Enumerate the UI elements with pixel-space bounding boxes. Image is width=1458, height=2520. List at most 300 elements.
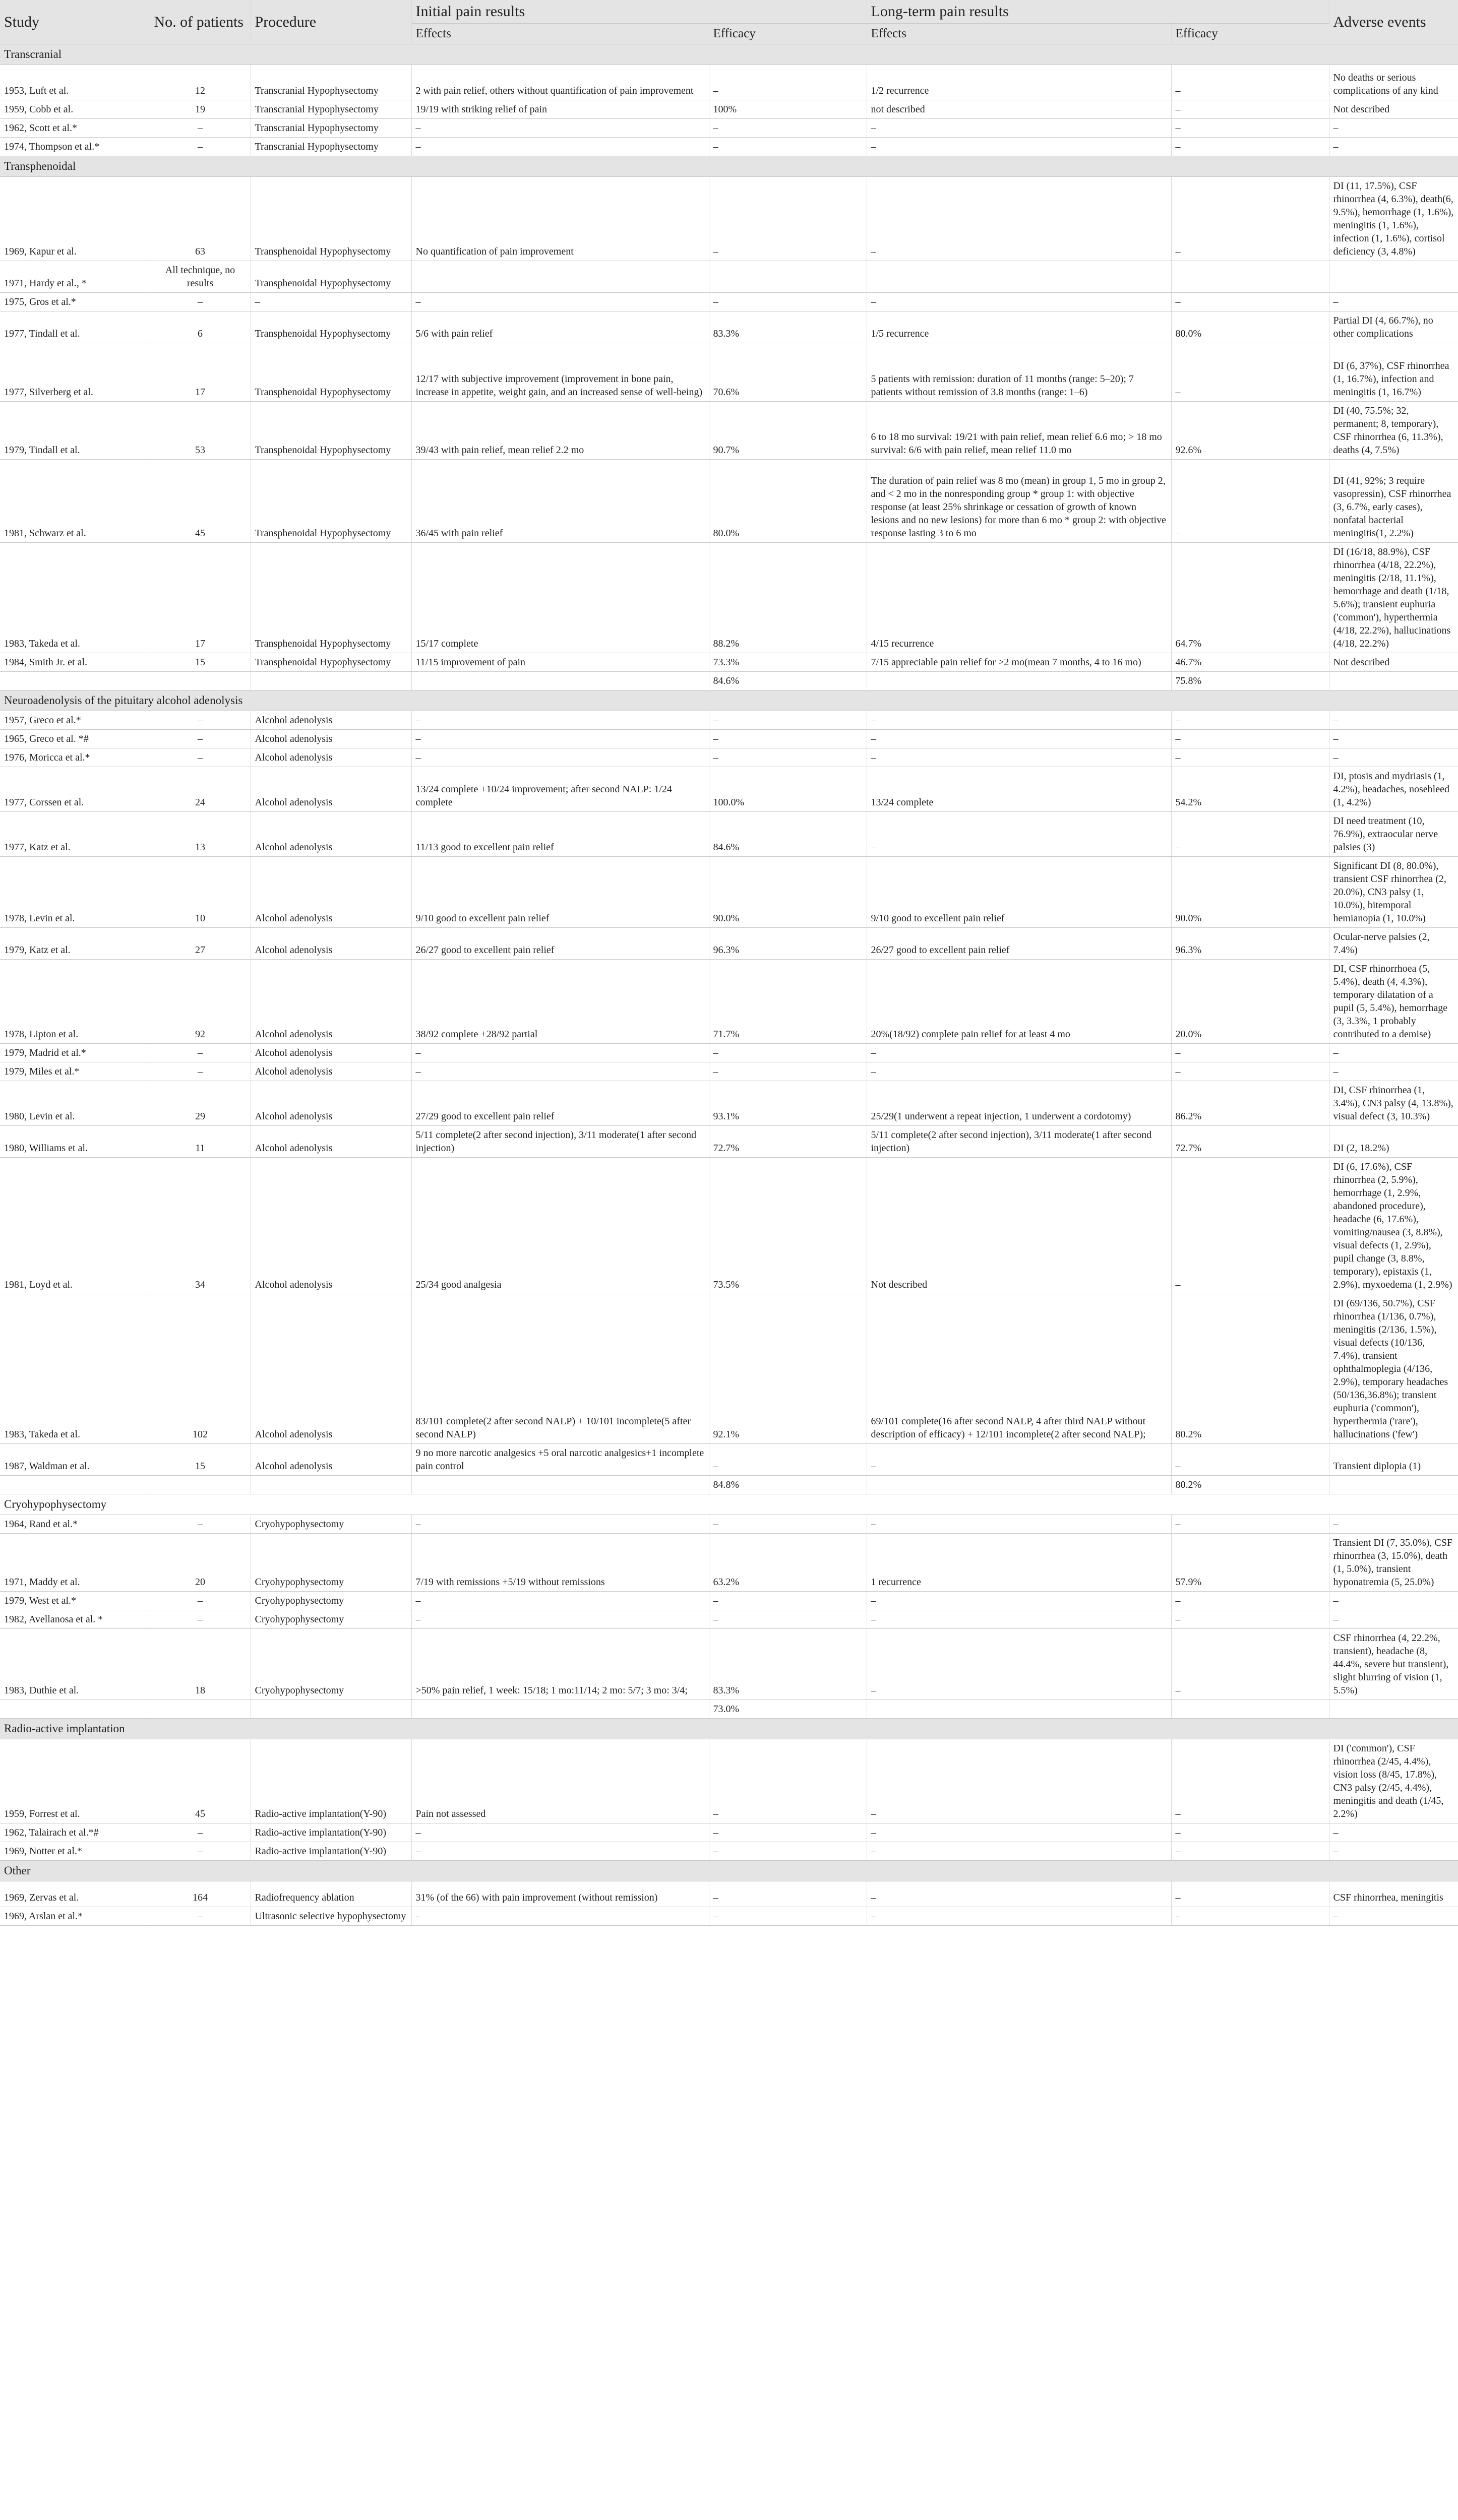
cell-long-term-efficacy: – — [1171, 1881, 1329, 1907]
cell-long-term-effects: Not described — [867, 1158, 1171, 1294]
cell-initial-efficacy: 73.3% — [709, 653, 867, 672]
header-adverse-events: Adverse events — [1329, 0, 1458, 44]
cell-initial-effects: – — [411, 711, 709, 730]
cell-long-term-effects: The duration of pain relief was 8 mo (mean) in group 1, 5 mo in group 2, and < 2 mo in the nonresponding group * group 1: with objective response (at least 25% shrinkage or cessation of growth of known lesions and no new lesions) for more than 6 mo * group 2: with objective response lasting 3 to 6 mo — [867, 460, 1171, 543]
summary-empty-cell — [411, 1476, 709, 1494]
cell-adverse-events: DI (2, 18.2%) — [1329, 1126, 1458, 1158]
cell-initial-efficacy: 71.7% — [709, 960, 867, 1044]
cell-patients: 27 — [150, 928, 251, 960]
cell-initial-effects: – — [411, 119, 709, 138]
table-row — [0, 100, 1458, 119]
cell-procedure: Cryohypophysectomy — [251, 1515, 411, 1534]
cell-long-term-effects: – — [867, 812, 1171, 857]
section-title: Cryohypophysectomy — [0, 1494, 1458, 1515]
table-row — [0, 1881, 1458, 1907]
cell-initial-effects: 11/13 good to excellent pain relief — [411, 812, 709, 857]
cell-adverse-events: – — [1329, 730, 1458, 748]
cell-patients: – — [150, 293, 251, 311]
cell-initial-effects: 27/29 good to excellent pain relief — [411, 1081, 709, 1126]
table-row — [0, 402, 1458, 460]
cell-initial-efficacy: 92.1% — [709, 1294, 867, 1444]
cell-patients: – — [150, 1907, 251, 1926]
cell-study: 1978, Lipton et al. — [0, 960, 150, 1044]
cell-long-term-effects: – — [867, 1515, 1171, 1534]
cell-long-term-efficacy: – — [1171, 1592, 1329, 1610]
summary-initial-efficacy: 73.0% — [709, 1700, 867, 1719]
summary-empty-cell — [411, 1700, 709, 1719]
cell-study: 1977, Corssen et al. — [0, 767, 150, 812]
cell-long-term-effects: – — [867, 1842, 1171, 1861]
cell-patients: 11 — [150, 1126, 251, 1158]
cell-long-term-effects: – — [867, 1044, 1171, 1062]
cell-patients: – — [150, 1842, 251, 1861]
cell-patients: 15 — [150, 653, 251, 672]
cell-study: 1957, Greco et al.* — [0, 711, 150, 730]
table-row — [0, 1534, 1458, 1592]
table-row — [0, 1629, 1458, 1700]
cell-adverse-events: – — [1329, 711, 1458, 730]
cell-initial-effects: – — [411, 1592, 709, 1610]
cell-adverse-events: Not described — [1329, 100, 1458, 119]
cell-adverse-events: CSF rhinorrhea (4, 22.2%, transient), headache (8, 44.4%, severe but transient), slight blurring of vision (1, 5.5%) — [1329, 1629, 1458, 1700]
cell-initial-efficacy: – — [709, 730, 867, 748]
cell-patients: – — [150, 138, 251, 156]
table-row — [0, 343, 1458, 402]
cell-long-term-effects: 5/11 complete(2 after second injection), 3/11 moderate(1 after second injection) — [867, 1126, 1171, 1158]
cell-long-term-efficacy: – — [1171, 1158, 1329, 1294]
cell-initial-efficacy: – — [709, 1842, 867, 1861]
cell-patients: – — [150, 711, 251, 730]
cell-study: 1982, Avellanosa et al. * — [0, 1610, 150, 1629]
cell-long-term-effects: 1 recurrence — [867, 1534, 1171, 1592]
table-row — [0, 138, 1458, 156]
cell-initial-efficacy: – — [709, 65, 867, 100]
cell-long-term-effects: 1/5 recurrence — [867, 311, 1171, 343]
cell-long-term-effects: – — [867, 119, 1171, 138]
cell-patients: – — [150, 1515, 251, 1534]
cell-study: 1977, Tindall et al. — [0, 311, 150, 343]
cell-initial-efficacy: 83.3% — [709, 1629, 867, 1700]
cell-study: 1983, Duthie et al. — [0, 1629, 150, 1700]
cell-adverse-events: DI, CSF rhinorrhea (1, 3.4%), CN3 palsy (4, 13.8%), visual defect (3, 10.3%) — [1329, 1081, 1458, 1126]
cell-initial-efficacy: – — [709, 293, 867, 311]
cell-long-term-efficacy: – — [1171, 1610, 1329, 1629]
table-row — [0, 261, 1458, 293]
cell-study: 1979, Madrid et al.* — [0, 1044, 150, 1062]
cell-initial-efficacy: – — [709, 1515, 867, 1534]
summary-long-term-efficacy — [1171, 1700, 1329, 1719]
cell-initial-effects: 15/17 complete — [411, 543, 709, 653]
cell-procedure: Transphenoidal Hypophysectomy — [251, 460, 411, 543]
summary-empty-cell — [867, 672, 1171, 690]
table-row — [0, 1823, 1458, 1842]
cell-adverse-events: – — [1329, 1062, 1458, 1081]
table-row — [0, 119, 1458, 138]
cell-initial-effects: – — [411, 1515, 709, 1534]
cell-patients: 29 — [150, 1081, 251, 1126]
cell-initial-effects: 25/34 good analgesia — [411, 1158, 709, 1294]
cell-long-term-efficacy: – — [1171, 177, 1329, 261]
table-row — [0, 460, 1458, 543]
cell-initial-effects: 2 with pain relief, others without quantification of pain improvement — [411, 65, 709, 100]
cell-adverse-events: DI (40, 75.5%; 32, permanent; 8, temporary), CSF rhinorrhea (6, 11.3%), deaths (4, 7.5%) — [1329, 402, 1458, 460]
cell-initial-effects: 13/24 complete +10/24 improvement; after second NALP: 1/24 complete — [411, 767, 709, 812]
cell-study: 1984, Smith Jr. et al. — [0, 653, 150, 672]
cell-patients: – — [150, 1062, 251, 1081]
cell-patients: 15 — [150, 1444, 251, 1476]
cell-initial-effects: 38/92 complete +28/92 partial — [411, 960, 709, 1044]
cell-study: 1962, Talairach et al.*# — [0, 1823, 150, 1842]
cell-study: 1977, Silverberg et al. — [0, 343, 150, 402]
cell-procedure: Radio-active implantation(Y-90) — [251, 1739, 411, 1823]
cell-initial-efficacy: 100% — [709, 100, 867, 119]
cell-initial-efficacy: 80.0% — [709, 460, 867, 543]
cell-procedure: Alcohol adenolysis — [251, 1044, 411, 1062]
cell-initial-efficacy: – — [709, 711, 867, 730]
cell-initial-effects: 31% (of the 66) with pain improvement (without remission) — [411, 1881, 709, 1907]
cell-long-term-efficacy: – — [1171, 1907, 1329, 1926]
cell-long-term-efficacy: 80.0% — [1171, 311, 1329, 343]
cell-procedure: Transphenoidal Hypophysectomy — [251, 311, 411, 343]
cell-initial-effects: – — [411, 261, 709, 293]
cell-study: 1975, Gros et al.* — [0, 293, 150, 311]
cell-procedure: Transphenoidal Hypophysectomy — [251, 261, 411, 293]
cell-adverse-events: – — [1329, 261, 1458, 293]
cell-initial-effects: 19/19 with striking relief of pain — [411, 100, 709, 119]
cell-procedure: Transcranial Hypophysectomy — [251, 119, 411, 138]
cell-initial-efficacy: 72.7% — [709, 1126, 867, 1158]
cell-initial-effects: 12/17 with subjective improvement (improvement in bone pain, increase in appetite, weight gain, and an increased sense of well-being) — [411, 343, 709, 402]
summary-empty-cell — [1329, 1476, 1458, 1494]
summary-row — [0, 1476, 1458, 1494]
cell-procedure: Alcohol adenolysis — [251, 767, 411, 812]
table-row — [0, 928, 1458, 960]
cell-long-term-effects: – — [867, 1444, 1171, 1476]
section-header-row — [0, 1494, 1458, 1515]
cell-adverse-events: DI (6, 37%), CSF rhinorrhea (1, 16.7%), infection and meningitis (1, 16.7%) — [1329, 343, 1458, 402]
section-header-row — [0, 156, 1458, 177]
cell-adverse-events: Transient DI (7, 35.0%), CSF rhinorrhea (3, 15.0%), death (1, 5.0%), transient hyponatremia (5, 25.0%) — [1329, 1534, 1458, 1592]
cell-initial-effects: 26/27 good to excellent pain relief — [411, 928, 709, 960]
cell-initial-effects: – — [411, 1062, 709, 1081]
table-row — [0, 857, 1458, 928]
header-long-term-efficacy: Efficacy — [1171, 24, 1329, 44]
cell-adverse-events: DI (16/18, 88.9%), CSF rhinorrhea (4/18, 22.2%), meningitis (2/18, 11.1%), hemorrhage and death (1/18, 5.6%); transient euphuria ('common'), hyperthermia (4/18, 22.2%), hallucinations (4/18, 22.2%) — [1329, 543, 1458, 653]
cell-patients: 13 — [150, 812, 251, 857]
cell-long-term-efficacy: – — [1171, 730, 1329, 748]
cell-patients: 34 — [150, 1158, 251, 1294]
cell-initial-efficacy: – — [709, 748, 867, 767]
cell-initial-effects: – — [411, 1823, 709, 1842]
section-header-row — [0, 44, 1458, 65]
table-row — [0, 960, 1458, 1044]
cell-long-term-effects: 7/15 appreciable pain relief for >2 mo(mean 7 months, 4 to 16 mo) — [867, 653, 1171, 672]
cell-long-term-efficacy: – — [1171, 1842, 1329, 1861]
cell-long-term-effects: 25/29(1 underwent a repeat injection, 1 underwent a cordotomy) — [867, 1081, 1171, 1126]
header-long-term-pain-results: Long-term pain results — [867, 0, 1329, 24]
cell-long-term-effects: – — [867, 1823, 1171, 1842]
cell-study: 1971, Maddy et al. — [0, 1534, 150, 1592]
cell-long-term-effects: 1/2 recurrence — [867, 65, 1171, 100]
cell-adverse-events: No deaths or serious complications of any kind — [1329, 65, 1458, 100]
table-row — [0, 293, 1458, 311]
cell-procedure: Cryohypophysectomy — [251, 1629, 411, 1700]
cell-long-term-efficacy: 64.7% — [1171, 543, 1329, 653]
cell-study: 1987, Waldman et al. — [0, 1444, 150, 1476]
header-patients: No. of patients — [150, 0, 251, 44]
table-row — [0, 711, 1458, 730]
cell-study: 1976, Moricca et al.* — [0, 748, 150, 767]
cell-adverse-events: DI (41, 92%; 3 require vasopressin), CSF rhinorrhea (3, 6.7%, early cases), nonfatal bacterial meningitis(1, 2.2%) — [1329, 460, 1458, 543]
cell-initial-effects: 5/6 with pain relief — [411, 311, 709, 343]
cell-patients: – — [150, 1610, 251, 1629]
summary-empty-cell — [150, 672, 251, 690]
cell-procedure: Cryohypophysectomy — [251, 1592, 411, 1610]
cell-initial-effects: 11/15 improvement of pain — [411, 653, 709, 672]
cell-procedure: Transphenoidal Hypophysectomy — [251, 343, 411, 402]
table-row — [0, 65, 1458, 100]
cell-adverse-events: – — [1329, 1823, 1458, 1842]
cell-long-term-efficacy: 92.6% — [1171, 402, 1329, 460]
table-row — [0, 1907, 1458, 1926]
cell-adverse-events: Significant DI (8, 80.0%), transient CSF rhinorrhea (2, 20.0%), CN3 palsy (1, 10.0%), bitemporal hemianopia (1, 10.0%) — [1329, 857, 1458, 928]
cell-long-term-efficacy: – — [1171, 1044, 1329, 1062]
cell-procedure: – — [251, 293, 411, 311]
summary-empty-cell — [150, 1476, 251, 1494]
cell-patients: – — [150, 119, 251, 138]
cell-adverse-events: – — [1329, 119, 1458, 138]
cell-procedure: Alcohol adenolysis — [251, 1062, 411, 1081]
section-title: Transphenoidal — [0, 156, 1458, 177]
cell-long-term-efficacy: 54.2% — [1171, 767, 1329, 812]
cell-study: 1953, Luft et al. — [0, 65, 150, 100]
table-row — [0, 1126, 1458, 1158]
table-row — [0, 1062, 1458, 1081]
cell-long-term-effects: 26/27 good to excellent pain relief — [867, 928, 1171, 960]
cell-procedure: Alcohol adenolysis — [251, 928, 411, 960]
cell-study: 1969, Arslan et al.* — [0, 1907, 150, 1926]
cell-initial-effects: 39/43 with pain relief, mean relief 2.2 mo — [411, 402, 709, 460]
cell-long-term-efficacy: – — [1171, 119, 1329, 138]
cell-initial-efficacy: – — [709, 1592, 867, 1610]
summary-empty-cell — [0, 1476, 150, 1494]
cell-long-term-effects: – — [867, 1062, 1171, 1081]
cell-study: 1969, Notter et al.* — [0, 1842, 150, 1861]
cell-initial-effects: – — [411, 748, 709, 767]
cell-long-term-effects: 4/15 recurrence — [867, 543, 1171, 653]
table-row — [0, 1592, 1458, 1610]
cell-procedure: Alcohol adenolysis — [251, 730, 411, 748]
cell-initial-efficacy: 90.7% — [709, 402, 867, 460]
cell-initial-efficacy: – — [709, 138, 867, 156]
cell-study: 1962, Scott et al.* — [0, 119, 150, 138]
cell-patients: 24 — [150, 767, 251, 812]
cell-patients: 17 — [150, 343, 251, 402]
cell-initial-efficacy: – — [709, 1823, 867, 1842]
cell-adverse-events: – — [1329, 293, 1458, 311]
cell-initial-effects: – — [411, 293, 709, 311]
cell-study: 1965, Greco et al. *# — [0, 730, 150, 748]
cell-initial-effects: – — [411, 1907, 709, 1926]
cell-patients: 164 — [150, 1881, 251, 1907]
summary-empty-cell — [867, 1476, 1171, 1494]
cell-patients: – — [150, 1592, 251, 1610]
cell-procedure: Radio-active implantation(Y-90) — [251, 1823, 411, 1842]
cell-adverse-events: DI, ptosis and mydriasis (1, 4.2%), headaches, nosebleed (1, 4.2%) — [1329, 767, 1458, 812]
cell-initial-efficacy: 84.6% — [709, 812, 867, 857]
cell-study: 1969, Zervas et al. — [0, 1881, 150, 1907]
cell-patients: 45 — [150, 1739, 251, 1823]
section-title: Transcranial — [0, 44, 1458, 65]
cell-adverse-events: – — [1329, 1515, 1458, 1534]
cell-adverse-events: Partial DI (4, 66.7%), no other complications — [1329, 311, 1458, 343]
cell-procedure: Transphenoidal Hypophysectomy — [251, 402, 411, 460]
section-header-row — [0, 1719, 1458, 1739]
summary-empty-cell — [251, 1476, 411, 1494]
summary-empty-cell — [411, 672, 709, 690]
section-title: Neuroadenolysis of the pituitary alcohol adenolysis — [0, 690, 1458, 711]
cell-initial-efficacy: – — [709, 1881, 867, 1907]
cell-patients: 20 — [150, 1534, 251, 1592]
header-initial-effects: Effects — [411, 24, 709, 44]
cell-long-term-efficacy: 96.3% — [1171, 928, 1329, 960]
cell-patients: 12 — [150, 65, 251, 100]
cell-adverse-events: – — [1329, 1044, 1458, 1062]
cell-initial-effects: – — [411, 138, 709, 156]
summary-empty-cell — [0, 672, 150, 690]
cell-procedure: Alcohol adenolysis — [251, 711, 411, 730]
cell-initial-efficacy: 70.6% — [709, 343, 867, 402]
cell-initial-effects: 5/11 complete(2 after second injection), 3/11 moderate(1 after second injection) — [411, 1126, 709, 1158]
cell-long-term-efficacy: 86.2% — [1171, 1081, 1329, 1126]
cell-adverse-events: – — [1329, 1907, 1458, 1926]
cell-procedure: Alcohol adenolysis — [251, 748, 411, 767]
table-row — [0, 653, 1458, 672]
cell-long-term-effects: not described — [867, 100, 1171, 119]
cell-long-term-efficacy: 57.9% — [1171, 1534, 1329, 1592]
cell-initial-efficacy: – — [709, 177, 867, 261]
cell-initial-efficacy: 100.0% — [709, 767, 867, 812]
cell-adverse-events: Ocular-nerve palsies (2, 7.4%) — [1329, 928, 1458, 960]
cell-initial-effects: >50% pain relief, 1 week: 15/18; 1 mo:11/14; 2 mo: 5/7; 3 mo: 3/4; — [411, 1629, 709, 1700]
header-long-term-effects: Effects — [867, 24, 1171, 44]
cell-procedure: Transcranial Hypophysectomy — [251, 138, 411, 156]
cell-procedure: Transphenoidal Hypophysectomy — [251, 177, 411, 261]
cell-long-term-efficacy: – — [1171, 1515, 1329, 1534]
cell-long-term-efficacy: – — [1171, 812, 1329, 857]
cell-long-term-efficacy: – — [1171, 1629, 1329, 1700]
cell-study: 1983, Takeda et al. — [0, 1294, 150, 1444]
cell-adverse-events: DI (11, 17.5%), CSF rhinorrhea (4, 6.3%), death(6, 9.5%), hemorrhage (1, 1.6%), meningitis (1, 1.6%), infection (1, 1.6%), cortisol deficiency (3, 4.8%) — [1329, 177, 1458, 261]
cell-adverse-events: DI (6, 17.6%), CSF rhinorrhea (2, 5.9%), hemorrhage (1, 2.9%, abandoned procedure), headache (6, 17.6%), vomiting/nausea (3, 8.8%), visual defects (1, 2.9%), pupil change (3, 8.8%, temporary), epistaxis (1, 2.9%), myxoedema (1, 2.9%) — [1329, 1158, 1458, 1294]
cell-adverse-events: Transient diplopia (1) — [1329, 1444, 1458, 1476]
summary-long-term-efficacy: 75.8% — [1171, 672, 1329, 690]
cell-initial-effects: – — [411, 1842, 709, 1861]
header-initial-pain-results: Initial pain results — [411, 0, 867, 24]
cell-long-term-effects: – — [867, 1739, 1171, 1823]
cell-procedure: Alcohol adenolysis — [251, 1444, 411, 1476]
cell-long-term-effects: 13/24 complete — [867, 767, 1171, 812]
cell-adverse-events: – — [1329, 1842, 1458, 1861]
cell-study: 1981, Schwarz et al. — [0, 460, 150, 543]
cell-study: 1977, Katz et al. — [0, 812, 150, 857]
cell-procedure: Transcranial Hypophysectomy — [251, 65, 411, 100]
table-row — [0, 1515, 1458, 1534]
cell-long-term-efficacy: 46.7% — [1171, 653, 1329, 672]
cell-study: 1979, Miles et al.* — [0, 1062, 150, 1081]
cell-adverse-events: – — [1329, 1592, 1458, 1610]
cell-patients: 10 — [150, 857, 251, 928]
cell-initial-effects: 36/45 with pain relief — [411, 460, 709, 543]
cell-study: 1979, Tindall et al. — [0, 402, 150, 460]
cell-adverse-events: DI ('common'), CSF rhinorrhea (2/45, 4.4%), vision loss (8/45, 17.8%), CN3 palsy (2/45, 4.4%), meningitis and death (1/45, 2.2%) — [1329, 1739, 1458, 1823]
cell-initial-effects: Pain not assessed — [411, 1739, 709, 1823]
cell-initial-efficacy: 73.5% — [709, 1158, 867, 1294]
cell-long-term-effects: – — [867, 1592, 1171, 1610]
cell-initial-efficacy: 83.3% — [709, 311, 867, 343]
cell-long-term-efficacy: – — [1171, 748, 1329, 767]
summary-row — [0, 1700, 1458, 1719]
cell-initial-efficacy: – — [709, 1907, 867, 1926]
cell-long-term-efficacy: – — [1171, 1823, 1329, 1842]
cell-long-term-effects: 9/10 good to excellent pain relief — [867, 857, 1171, 928]
cell-procedure: Alcohol adenolysis — [251, 857, 411, 928]
summary-row — [0, 672, 1458, 690]
cell-long-term-effects: – — [867, 1881, 1171, 1907]
cell-initial-effects: 9/10 good to excellent pain relief — [411, 857, 709, 928]
table-row — [0, 748, 1458, 767]
cell-initial-efficacy: – — [709, 1044, 867, 1062]
cell-long-term-efficacy: – — [1171, 460, 1329, 543]
cell-patients: All technique, no results — [150, 261, 251, 293]
cell-study: 1974, Thompson et al.* — [0, 138, 150, 156]
cell-study: 1978, Levin et al. — [0, 857, 150, 928]
cell-adverse-events: CSF rhinorrhea, meningitis — [1329, 1881, 1458, 1907]
cell-procedure: Alcohol adenolysis — [251, 1081, 411, 1126]
header-procedure: Procedure — [251, 0, 411, 44]
cell-initial-efficacy: – — [709, 119, 867, 138]
cell-study: 1979, West et al.* — [0, 1592, 150, 1610]
cell-procedure: Radiofrequency ablation — [251, 1881, 411, 1907]
cell-patients: 19 — [150, 100, 251, 119]
cell-long-term-effects: 20%(18/92) complete pain relief for at least 4 mo — [867, 960, 1171, 1044]
cell-initial-efficacy: – — [709, 1739, 867, 1823]
section-title: Radio-active implantation — [0, 1719, 1458, 1739]
header-study: Study — [0, 0, 150, 44]
cell-procedure: Cryohypophysectomy — [251, 1610, 411, 1629]
cell-long-term-effects: – — [867, 748, 1171, 767]
cell-adverse-events: DI, CSF rhinorrhoea (5, 5.4%), death (4, 4.3%), temporary dilatation of a pupil (5, 5.4%), hemorrhage (3, 3.3%, 1 probably contributed to a demise) — [1329, 960, 1458, 1044]
cell-procedure: Alcohol adenolysis — [251, 1126, 411, 1158]
table-header — [0, 0, 1458, 44]
table-row — [0, 543, 1458, 653]
summary-empty-cell — [150, 1700, 251, 1719]
cell-patients: – — [150, 1823, 251, 1842]
cell-adverse-events: – — [1329, 138, 1458, 156]
cell-long-term-effects: – — [867, 1610, 1171, 1629]
cell-initial-effects: – — [411, 1044, 709, 1062]
cell-procedure: Alcohol adenolysis — [251, 1294, 411, 1444]
summary-empty-cell — [1329, 1700, 1458, 1719]
table-row — [0, 812, 1458, 857]
table-row — [0, 1158, 1458, 1294]
cell-adverse-events: Not described — [1329, 653, 1458, 672]
cell-long-term-effects: 5 patients with remission: duration of 11 months (range: 5–20); 7 patients without remission of 3.8 months (range: 1–6) — [867, 343, 1171, 402]
cell-adverse-events: DI need treatment (10, 76.9%), extraocular nerve palsies (3) — [1329, 812, 1458, 857]
cell-initial-effects: 83/101 complete(2 after second NALP) + 10/101 incomplete(5 after second NALP) — [411, 1294, 709, 1444]
cell-initial-efficacy: 96.3% — [709, 928, 867, 960]
cell-procedure: Alcohol adenolysis — [251, 812, 411, 857]
